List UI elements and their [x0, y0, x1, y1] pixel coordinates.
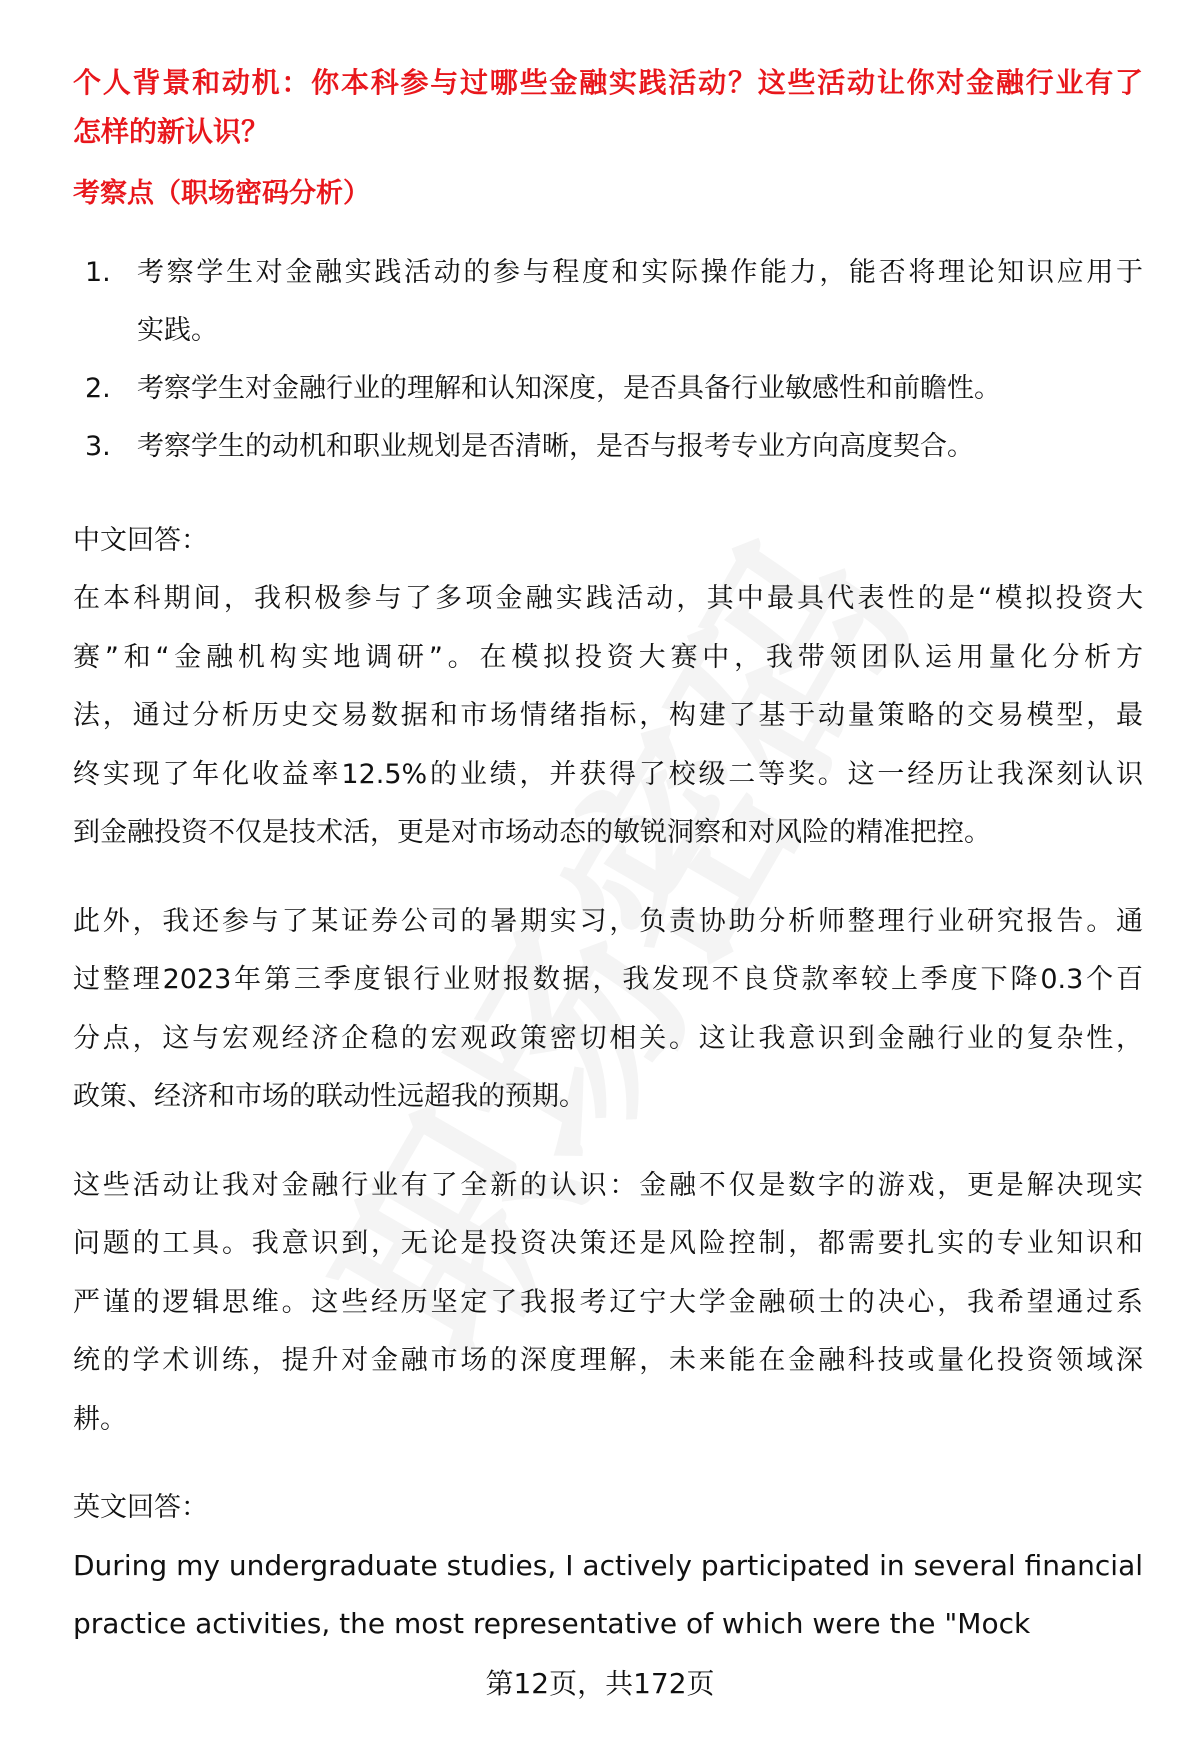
text-line: 终实现了年化收益率12.5%的业绩，并获得了校级二等奖。这一经历让我深刻认识 — [73, 758, 1143, 790]
paragraph — [73, 1157, 1143, 1450]
list-number: 2. — [85, 373, 111, 404]
text-line: 赛”和“金融机构实地调研”。在模拟投资大赛中，我带领团队运用量化分析方 — [73, 641, 1143, 673]
text-line: 此外，我还参与了某证券公司的暑期实习，负责协助分析师整理行业研究报告。通 — [73, 905, 1143, 937]
list-item — [73, 244, 1143, 360]
text-line: 耕。 — [73, 1403, 127, 1435]
list-text: 考察学生对金融实践活动的参与程度和实际操作能力，能否将理论知识应用于 — [137, 257, 1143, 288]
text-line: During my undergraduate studies, I actively participated in several financial — [73, 1549, 1143, 1582]
text-line: 严谨的逻辑思维。这些经历坚定了我报考辽宁大学金融硕士的决心，我希望通过系 — [73, 1286, 1143, 1318]
text-line: 过整理2023年第三季度银行业财报数据，我发现不良贷款率较上季度下降0.3个百 — [73, 964, 1143, 995]
list-item — [73, 360, 1143, 418]
title-line: 怎样的新认识？ — [73, 115, 270, 148]
list-text: 考察学生对金融行业的理解和认知深度，是否具备行业敏感性和前瞻性。 — [137, 373, 1001, 404]
text-line: 统的学术训练，提升对金融市场的深度理解，未来能在金融科技或量化投资领域深 — [73, 1345, 1143, 1376]
list-number: 3. — [85, 431, 111, 462]
paragraph — [73, 893, 1143, 1127]
text-line: 法，通过分析历史交易数据和市场情绪指标，构建了基于动量策略的交易模型，最 — [73, 700, 1143, 731]
english-paragraph — [73, 1537, 1143, 1653]
title-line: 个人背景和动机：你本科参与过哪些金融实践活动？这些活动让你对金融行业有了 — [73, 66, 1143, 99]
text-line: 到金融投资不仅是技术活，更是对市场动态的敏锐洞察和对风险的精准把控。 — [73, 817, 991, 848]
text-line: 政策、经济和市场的联动性远超我的预期。 — [73, 1081, 586, 1112]
text-line: 在本科期间，我积极参与了多项金融实践活动，其中最具代表性的是“模拟投资大 — [73, 583, 1143, 614]
section-subtitle: 考察点（职场密码分析） — [73, 178, 370, 209]
list-number: 1. — [85, 257, 111, 288]
text-line: 这些活动让我对金融行业有了全新的认识：金融不仅是数字的游戏，更是解决现实 — [73, 1169, 1143, 1201]
list-item — [73, 418, 1143, 476]
list-text: 实践。 — [137, 315, 218, 346]
paragraph — [73, 570, 1143, 863]
question-title — [73, 58, 1143, 156]
document-page — [73, 58, 1143, 1653]
text-line: 问题的工具。我意识到，无论是投资决策还是风险控制，都需要扎实的专业知识和 — [73, 1228, 1143, 1259]
text-line: 分点，这与宏观经济企稳的宏观政策密切相关。这让我意识到金融行业的复杂性， — [73, 1022, 1143, 1054]
text-line: practice activities, the most representative of which were the "Mock — [73, 1607, 1031, 1640]
list-text: 考察学生的动机和职业规划是否清晰，是否与报考专业方向高度契合。 — [137, 431, 974, 462]
page-indicator: 第12页，共172页 — [485, 1667, 715, 1700]
chinese-answer-label: 中文回答： — [73, 525, 208, 556]
english-answer-label: 英文回答： — [73, 1492, 208, 1523]
assessment-points — [73, 244, 1143, 476]
